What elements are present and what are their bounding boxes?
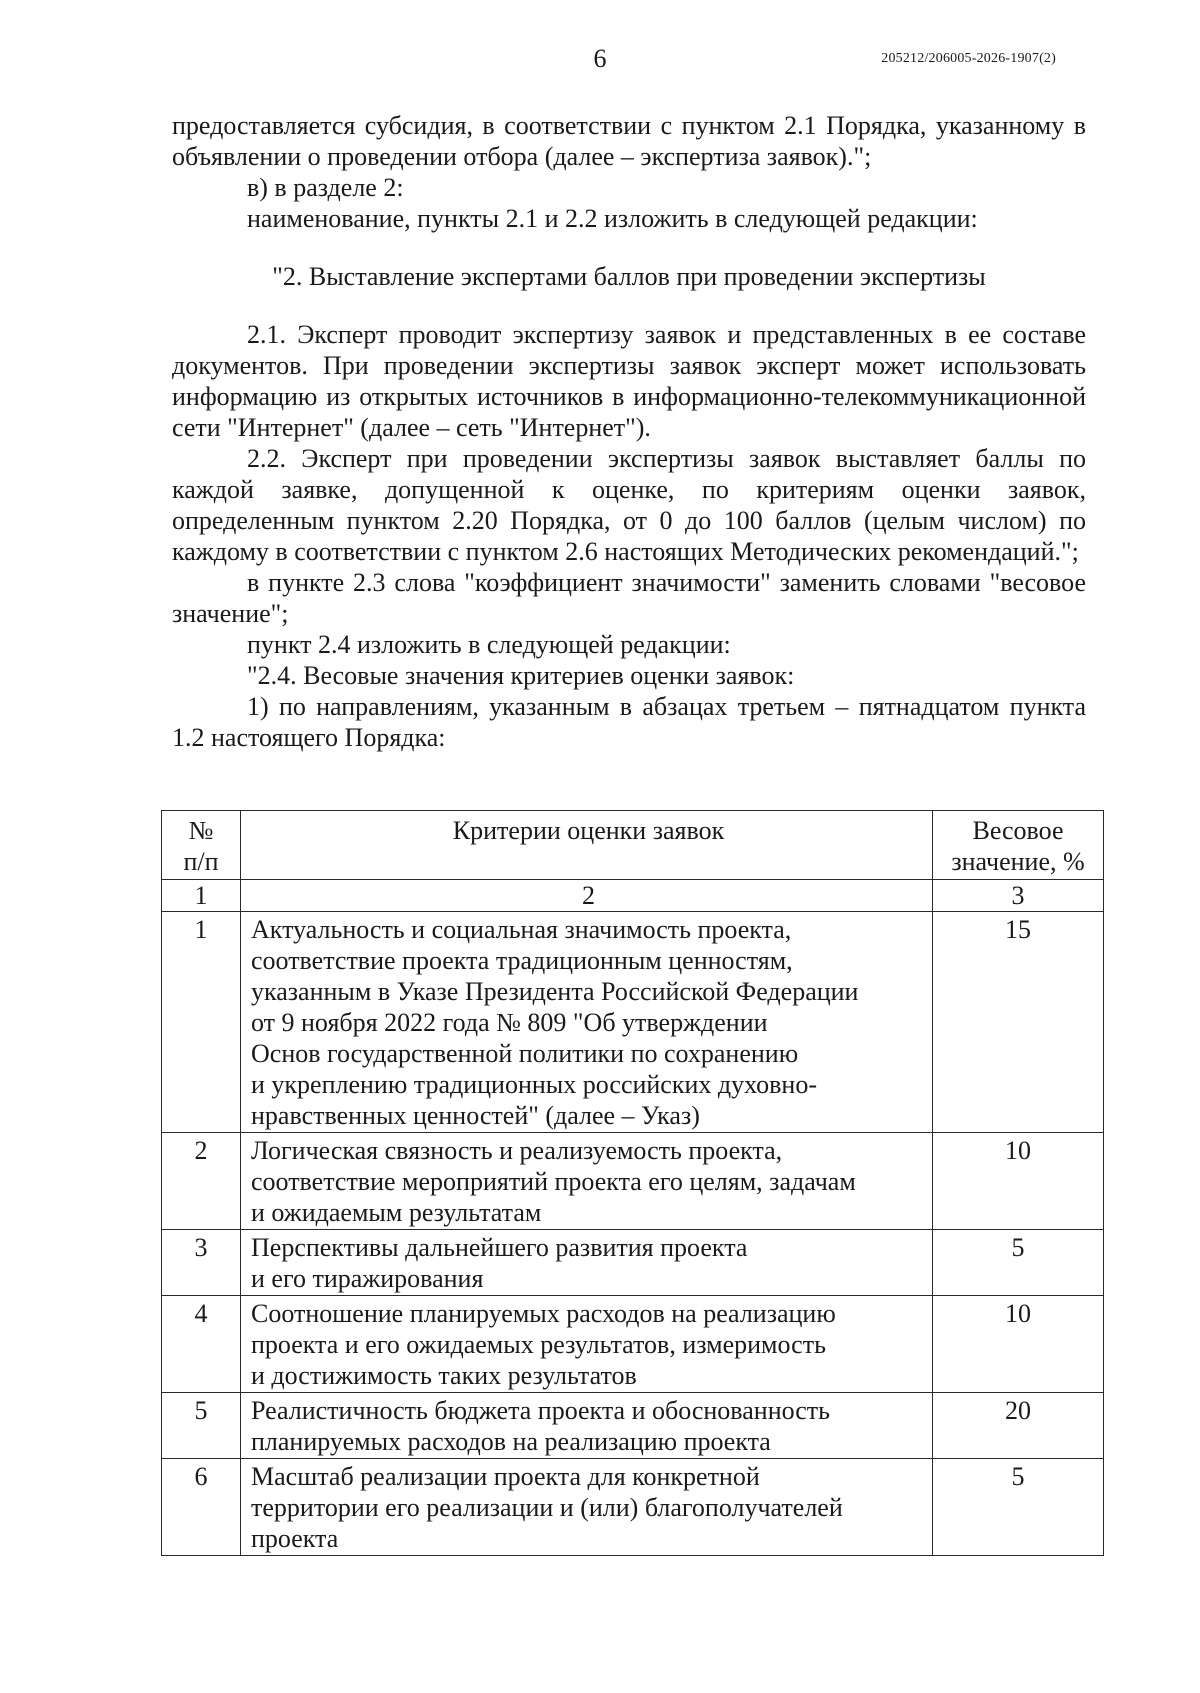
criterion-line: от 9 ноября 2022 года № 809 "Об утверждении [251, 1008, 768, 1037]
criterion-line: Перспективы дальнейшего развития проекта [251, 1233, 748, 1262]
paragraph-section-2: в) в разделе 2: [247, 173, 404, 202]
criterion-line: соответствие проекта традиционным ценностям, [251, 946, 793, 975]
row-number: 2 [162, 1133, 241, 1230]
header-weight-line1: Весовое [972, 816, 1064, 845]
criterion-cell [241, 1230, 933, 1296]
criterion-cell [241, 1459, 933, 1556]
criterion-line: Соотношение планируемых расходов на реализацию [251, 1299, 836, 1328]
row-number: 4 [162, 1296, 241, 1393]
table-row [162, 1296, 1104, 1393]
table-row [162, 1459, 1104, 1556]
column-number: 2 [241, 880, 933, 912]
weight-value: 5 [933, 1459, 1104, 1556]
criterion-line: нравственных ценностей" (далее – Указ) [251, 1101, 700, 1130]
header-weight [933, 811, 1104, 880]
header-number-line2: п/п [183, 847, 219, 876]
criterion-line: Логическая связность и реализуемость проекта, [251, 1136, 783, 1165]
table-row [162, 1133, 1104, 1230]
criterion-line: и достижимость таких результатов [251, 1361, 637, 1390]
paragraph-amendment-intro: наименование, пункты 2.1 и 2.2 изложить в следующей редакции: [247, 204, 978, 233]
table-row [162, 1230, 1104, 1296]
spacer [172, 292, 1086, 319]
paragraph-continuation: предоставляется субсидия, в соответствии с пунктом 2.1 Порядка, указанному в объявлении о проведении отбора (далее – экспертиза заявок)."; [172, 111, 1086, 171]
criterion-line: Масштаб реализации проекта для конкретной [251, 1462, 760, 1491]
table-header-row [162, 811, 1104, 880]
weight-value: 5 [933, 1230, 1104, 1296]
table-row [162, 1393, 1104, 1459]
header-number-line1: № [188, 816, 214, 845]
criterion-line: и его тиражирования [251, 1264, 484, 1293]
criterion-line: и ожидаемым результатам [251, 1198, 542, 1227]
criterion-line: соответствие мероприятий проекта его целям, задачам [251, 1167, 856, 1196]
criterion-cell [241, 912, 933, 1133]
paragraph-2-2: 2.2. Эксперт при проведении экспертизы заявок выставляет баллы по каждой заявке, допущенной к оценке, по критериям оценки заявок, определенным пунктом 2.20 Порядка, от 0 до 100 баллов (целым числом) по каждому в соответствии с пунктом 2.6 настоящих Методических рекомендаций."; [172, 444, 1086, 566]
row-number: 5 [162, 1393, 241, 1459]
paragraph-item-1: 1) по направлениям, указанным в абзацах третьем – пятнадцатом пункта 1.2 настоящего Порядка: [172, 692, 1086, 752]
document-id: 205212/206005-2026-1907(2) [881, 51, 1056, 66]
row-number: 1 [162, 912, 241, 1133]
weight-value: 10 [933, 1133, 1104, 1230]
column-number-row [162, 880, 1104, 912]
criterion-line: проекта и его ожидаемых результатов, измеримость [251, 1330, 826, 1359]
header-weight-line2: значение, % [951, 847, 1085, 876]
weight-value: 20 [933, 1393, 1104, 1459]
criterion-line: Основ государственной политики по сохранению [251, 1039, 799, 1068]
row-number: 6 [162, 1459, 241, 1556]
header-criteria: Критерии оценки заявок [241, 811, 933, 880]
row-number: 3 [162, 1230, 241, 1296]
criterion-cell [241, 1133, 933, 1230]
column-number: 3 [933, 880, 1104, 912]
section-heading: "2. Выставление экспертами баллов при проведении экспертизы [272, 262, 986, 291]
column-number: 1 [162, 880, 241, 912]
table-row [162, 912, 1104, 1133]
document-body [172, 110, 1086, 753]
paragraph-2-3: в пункте 2.3 слова "коэффициент значимости" заменить словами "весовое значение"; [172, 568, 1086, 628]
table-body [162, 912, 1104, 1556]
criterion-line: указанным в Указе Президента Российской Федерации [251, 977, 859, 1006]
criterion-line: Реалистичность бюджета проекта и обоснованность [251, 1396, 831, 1425]
criterion-cell [241, 1296, 933, 1393]
criterion-line: Актуальность и социальная значимость проекта, [251, 915, 792, 944]
spacer [172, 234, 1086, 261]
weight-value: 15 [933, 912, 1104, 1133]
page-number: 6 [593, 44, 607, 73]
criterion-line: планируемых расходов на реализацию проекта [251, 1427, 771, 1456]
criterion-line: проекта [251, 1524, 339, 1553]
paragraph-2-1: 2.1. Эксперт проводит экспертизу заявок и представленных в ее составе документов. При проведении экспертизы заявок эксперт может использовать информацию из открытых источников в информационно-телекоммуникационной сети "Интернет" (далее – сеть "Интернет"). [172, 320, 1086, 442]
criterion-line: территории его реализации и (или) благополучателей [251, 1493, 843, 1522]
criterion-line: и укреплению традиционных российских духовно- [251, 1070, 817, 1099]
paragraph-2-4: "2.4. Весовые значения критериев оценки заявок: [247, 661, 795, 690]
paragraph-2-4-intro: пункт 2.4 изложить в следующей редакции: [247, 630, 731, 659]
weight-value: 10 [933, 1296, 1104, 1393]
criteria-table [161, 810, 1104, 1556]
criterion-cell [241, 1393, 933, 1459]
header-number [162, 811, 241, 880]
